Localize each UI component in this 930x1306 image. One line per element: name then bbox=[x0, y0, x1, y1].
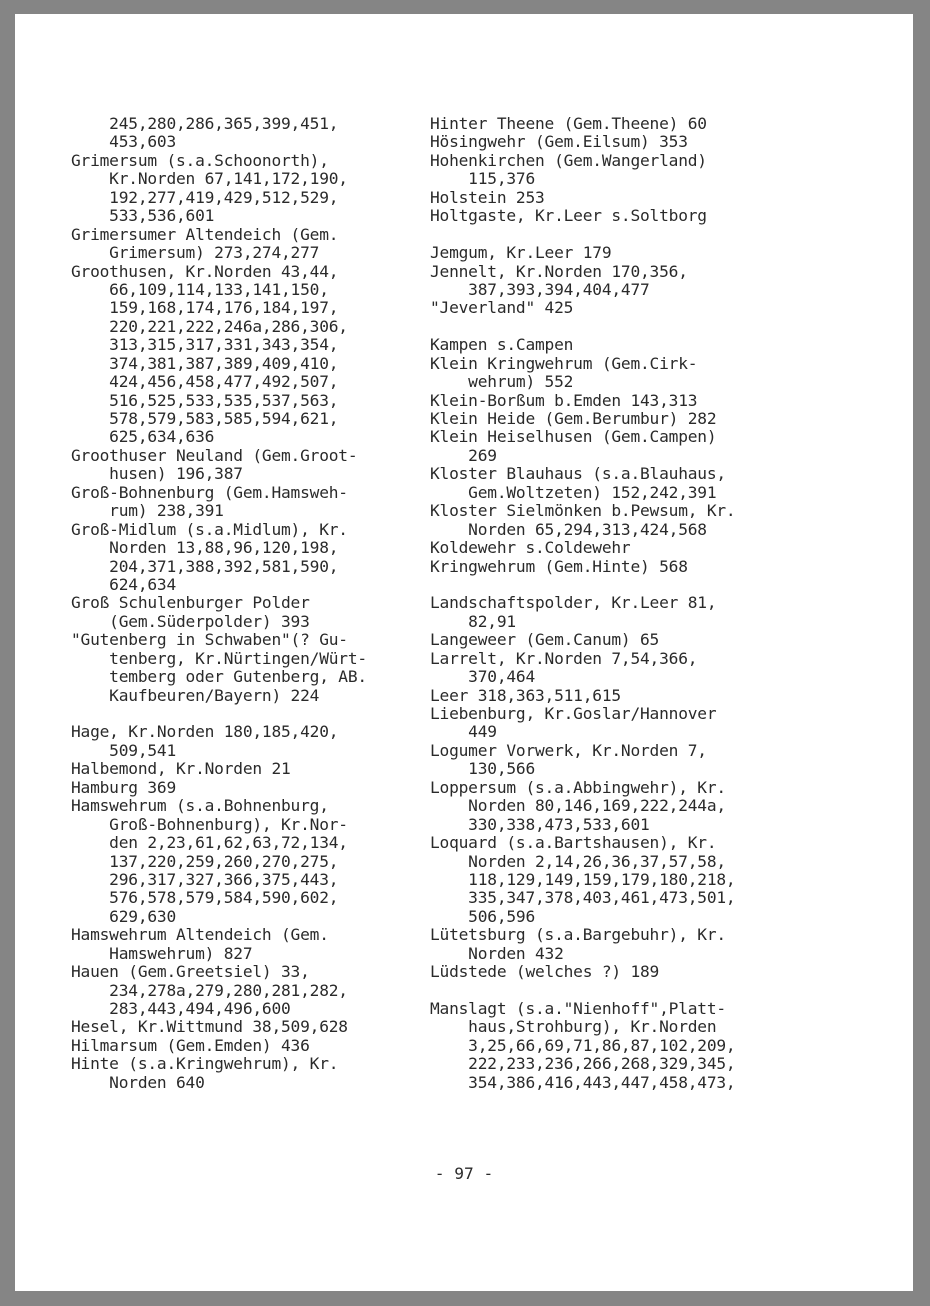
index-entry-line: Hamswehrum (s.a.Bohnenburg, bbox=[71, 796, 329, 816]
index-entry-line: 624,634 bbox=[71, 574, 177, 594]
index-entry bbox=[430, 299, 735, 317]
index-entry-line: 118,129,149,159,179,180,218, bbox=[430, 869, 736, 889]
index-entry-line: Hinte (s.a.Kringwehrum), Kr. bbox=[71, 1054, 339, 1074]
entry-spacer bbox=[430, 576, 735, 594]
index-entry bbox=[71, 263, 367, 447]
index-entry-line: 516,525,533,535,537,563, bbox=[71, 390, 339, 410]
index-entry-line: 234,278a,279,280,281,282, bbox=[71, 980, 348, 1000]
index-entry-line: wehrum) 552 bbox=[430, 372, 574, 392]
index-entry-line: 578,579,583,585,594,621, bbox=[71, 409, 339, 428]
index-entry bbox=[430, 392, 735, 410]
index-entry-line: 130,566 bbox=[430, 759, 536, 779]
index-entry-line: Klein Heiselhusen (Gem.Campen) bbox=[430, 427, 717, 447]
index-entry bbox=[71, 631, 367, 705]
index-entry-line: Hesel, Kr.Wittmund 38,509,628 bbox=[71, 1017, 348, 1037]
index-entry-line: 506,596 bbox=[430, 906, 536, 926]
index-entry-line: 192,277,419,429,512,529, bbox=[71, 187, 339, 207]
index-entry-line: Lütetsburg (s.a.Bargebuhr), Kr. bbox=[430, 925, 726, 945]
index-entry bbox=[430, 207, 735, 225]
index-entry-line: Hilmarsum (Gem.Emden) 436 bbox=[71, 1035, 310, 1055]
index-entry-line: 204,371,388,392,581,590, bbox=[71, 556, 339, 576]
index-entry bbox=[430, 558, 735, 576]
index-entry-line: Grimersum) 273,274,277 bbox=[71, 243, 320, 263]
entry-spacer bbox=[71, 705, 367, 723]
index-entry-line: Kampen s.Campen bbox=[430, 335, 574, 355]
entry-spacer bbox=[430, 318, 735, 336]
index-entry bbox=[430, 687, 735, 705]
index-entry-line: 453,603 bbox=[71, 132, 177, 152]
index-entry-line: Loppersum (s.a.Abbingwehr), Kr. bbox=[430, 777, 726, 797]
index-entry-line: 354,386,416,443,447,458,473, bbox=[430, 1072, 736, 1092]
index-entry-line: 335,347,378,403,461,473,501, bbox=[430, 888, 736, 908]
index-entry-line: "Gutenberg in Schwaben"(? Gu- bbox=[71, 630, 348, 650]
index-entry bbox=[430, 244, 735, 262]
index-entry-line: tenberg, Kr.Nürtingen/Würt- bbox=[71, 648, 367, 668]
index-entry-line: Norden 80,146,169,222,244a, bbox=[430, 796, 726, 816]
index-column-right bbox=[430, 115, 735, 1092]
index-entry bbox=[430, 742, 735, 779]
index-entry-line: 222,233,236,266,268,329,345, bbox=[430, 1054, 736, 1074]
index-entry-line: Klein Heide (Gem.Berumbur) 282 bbox=[430, 409, 717, 428]
index-entry-line: 296,317,327,366,375,443, bbox=[71, 869, 339, 889]
index-entry-line: Leer 318,363,511,615 bbox=[430, 685, 621, 705]
index-entry-line: 66,109,114,133,141,150, bbox=[71, 279, 329, 299]
index-entry-line: "Jeverland" 425 bbox=[430, 298, 574, 318]
index-entry-line: Klein-Borßum b.Emden 143,313 bbox=[430, 390, 698, 410]
index-entry-line: husen) 196,387 bbox=[71, 464, 243, 484]
index-entry bbox=[71, 226, 367, 263]
index-entry bbox=[430, 189, 735, 207]
index-entry-line: Groothuser Neuland (Gem.Groot- bbox=[71, 445, 358, 465]
index-entry bbox=[430, 115, 735, 133]
index-entry-line: Norden 2,14,26,36,37,57,58, bbox=[430, 851, 726, 871]
index-entry-line: Jennelt, Kr.Norden 170,356, bbox=[430, 261, 688, 281]
index-entry bbox=[430, 428, 735, 465]
entry-spacer bbox=[430, 982, 735, 1000]
index-entry-line: Norden 432 bbox=[430, 943, 564, 963]
index-entry-line: 424,456,458,477,492,507, bbox=[71, 372, 339, 392]
index-entry bbox=[430, 465, 735, 502]
index-entry-line: Holstein 253 bbox=[430, 187, 545, 207]
index-entry-line: 576,578,579,584,590,602, bbox=[71, 888, 339, 908]
index-entry bbox=[430, 779, 735, 834]
index-entry-line: 245,280,286,365,399,451, bbox=[71, 114, 339, 133]
index-entry-line: Jemgum, Kr.Leer 179 bbox=[430, 243, 612, 263]
index-entry-line: Larrelt, Kr.Norden 7,54,366, bbox=[430, 648, 698, 668]
entry-spacer bbox=[430, 226, 735, 244]
index-entry-line: Groß-Bohnenburg), Kr.Nor- bbox=[71, 814, 348, 834]
index-entry-line: Grimersum (s.a.Schoonorth), bbox=[71, 150, 329, 170]
index-entry-line: Hinter Theene (Gem.Theene) 60 bbox=[430, 114, 707, 133]
index-column-left bbox=[71, 115, 367, 1092]
index-entry-line: Hauen (Gem.Greetsiel) 33, bbox=[71, 962, 310, 982]
index-entry-line: Landschaftspolder, Kr.Leer 81, bbox=[430, 593, 717, 613]
index-entry-line: Kloster Sielmönken b.Pewsum, Kr. bbox=[430, 501, 736, 521]
index-entry-line: haus,Strohburg), Kr.Norden bbox=[430, 1017, 717, 1037]
index-entry bbox=[430, 336, 735, 354]
index-entry-line: Langeweer (Gem.Canum) 65 bbox=[430, 630, 660, 650]
index-entry-line: Koldewehr s.Coldewehr bbox=[430, 538, 631, 558]
index-entry bbox=[430, 133, 735, 151]
index-entry-line: 533,536,601 bbox=[71, 206, 215, 226]
index-entry bbox=[71, 1055, 367, 1092]
index-entry-line: Holtgaste, Kr.Leer s.Soltborg bbox=[430, 206, 707, 226]
index-entry-line: Hamburg 369 bbox=[71, 777, 177, 797]
index-entry bbox=[430, 631, 735, 649]
index-entry bbox=[430, 705, 735, 742]
index-entry-line: Hohenkirchen (Gem.Wangerland) bbox=[430, 150, 707, 170]
index-entry-line: 330,338,473,533,601 bbox=[430, 814, 650, 834]
index-entry-line: rum) 238,391 bbox=[71, 501, 224, 521]
index-entry bbox=[71, 779, 367, 797]
index-entry-line: 374,381,387,389,409,410, bbox=[71, 353, 339, 373]
index-entry bbox=[71, 152, 367, 226]
index-entry-line: Liebenburg, Kr.Goslar/Hannover bbox=[430, 704, 717, 723]
index-entry-line: 3,25,66,69,71,86,87,102,209, bbox=[430, 1035, 736, 1055]
index-entry-line: Groß-Midlum (s.a.Midlum), Kr. bbox=[71, 519, 348, 539]
index-entry-line: (Gem.Süderpolder) 393 bbox=[71, 611, 310, 631]
index-entry bbox=[430, 539, 735, 557]
index-entry bbox=[430, 263, 735, 300]
index-entry-line: Norden 13,88,96,120,198, bbox=[71, 538, 339, 558]
index-entry bbox=[71, 760, 367, 778]
index-entry bbox=[430, 1000, 735, 1092]
index-entry-line: Kr.Norden 67,141,172,190, bbox=[71, 169, 348, 189]
index-entry-line: 159,168,174,176,184,197, bbox=[71, 298, 339, 318]
index-entry-line: 137,220,259,260,270,275, bbox=[71, 851, 339, 871]
index-entry bbox=[71, 484, 367, 521]
page-number: - 97 - bbox=[434, 1164, 494, 1183]
index-entry-line: Norden 640 bbox=[71, 1072, 205, 1092]
index-entry-line: Hamswehrum Altendeich (Gem. bbox=[71, 925, 329, 945]
index-entry-line: Logumer Vorwerk, Kr.Norden 7, bbox=[430, 740, 707, 760]
index-entry-line: 370,464 bbox=[430, 667, 536, 687]
index-entry-line: 387,393,394,404,477 bbox=[430, 279, 650, 299]
index-entry-line: 115,376 bbox=[430, 169, 536, 189]
index-entry-line: Hage, Kr.Norden 180,185,420, bbox=[71, 722, 339, 742]
index-entry bbox=[430, 834, 735, 926]
index-entry-line: Halbemond, Kr.Norden 21 bbox=[71, 759, 291, 779]
index-entry-line: 629,630 bbox=[71, 906, 177, 926]
index-entry bbox=[430, 502, 735, 539]
index-entry-line: 625,634,636 bbox=[71, 427, 215, 447]
index-entry bbox=[71, 1037, 367, 1055]
index-entry-line: Manslagt (s.a."Nienhoff",Platt- bbox=[430, 999, 726, 1018]
index-entry bbox=[71, 447, 367, 484]
index-entry bbox=[71, 797, 367, 926]
index-entry bbox=[71, 594, 367, 631]
index-entry bbox=[71, 963, 367, 1018]
index-entry bbox=[430, 926, 735, 963]
index-entry-line: Kaufbeuren/Bayern) 224 bbox=[71, 685, 320, 705]
index-entry-line: Groothusen, Kr.Norden 43,44, bbox=[71, 261, 339, 281]
index-entry-line: Kloster Blauhaus (s.a.Blauhaus, bbox=[430, 464, 726, 484]
index-entry bbox=[430, 355, 735, 392]
index-entry-line: Groß Schulenburger Polder bbox=[71, 593, 310, 613]
index-entry bbox=[430, 594, 735, 631]
index-entry-line: Kringwehrum (Gem.Hinte) 568 bbox=[430, 556, 688, 576]
index-entry-line: temberg oder Gutenberg, AB. bbox=[71, 667, 367, 687]
index-entry-line: 220,221,222,246a,286,306, bbox=[71, 316, 348, 336]
document-page bbox=[15, 14, 913, 1291]
index-entry bbox=[71, 521, 367, 595]
index-entry bbox=[430, 410, 735, 428]
index-entry bbox=[71, 723, 367, 760]
index-entry bbox=[430, 152, 735, 189]
index-entry-line: 82,91 bbox=[430, 611, 516, 631]
index-entry-line: 313,315,317,331,343,354, bbox=[71, 335, 339, 355]
index-entry bbox=[430, 963, 735, 981]
index-entry bbox=[430, 650, 735, 687]
index-entry-line: Loquard (s.a.Bartshausen), Kr. bbox=[430, 833, 717, 853]
index-entry-line: 269 bbox=[430, 445, 497, 465]
index-entry-line: Lüdstede (welches ?) 189 bbox=[430, 962, 660, 982]
index-entry-line: 449 bbox=[430, 722, 497, 742]
index-entry-line: 509,541 bbox=[71, 740, 177, 760]
index-entry-line: Grimersumer Altendeich (Gem. bbox=[71, 224, 339, 244]
index-entry-line: Norden 65,294,313,424,568 bbox=[430, 519, 707, 539]
index-entry-line: Groß-Bohnenburg (Gem.Hamsweh- bbox=[71, 482, 348, 502]
index-entry bbox=[71, 926, 367, 963]
index-entry-line: Hösingwehr (Gem.Eilsum) 353 bbox=[430, 132, 688, 152]
index-entry-line: 283,443,494,496,600 bbox=[71, 999, 291, 1018]
index-entry-line: Gem.Woltzeten) 152,242,391 bbox=[430, 482, 717, 502]
index-entry bbox=[71, 115, 367, 152]
index-entry bbox=[71, 1018, 367, 1036]
index-entry-line: den 2,23,61,62,63,72,134, bbox=[71, 833, 348, 853]
index-entry-line: Hamswehrum) 827 bbox=[71, 943, 253, 963]
index-entry-line: Klein Kringwehrum (Gem.Cirk- bbox=[430, 353, 698, 373]
